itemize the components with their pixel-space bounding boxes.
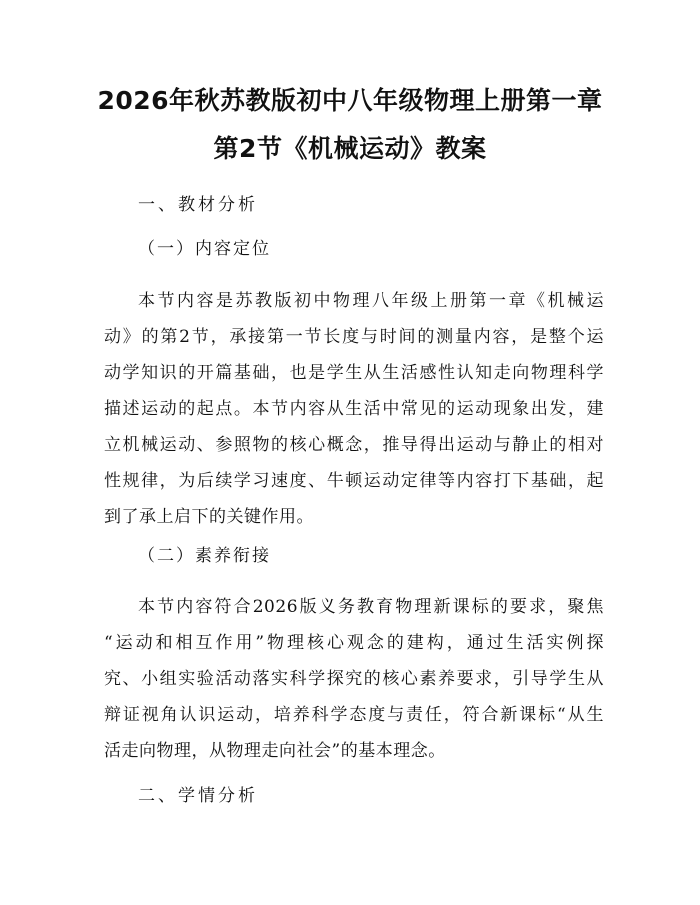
paragraph-line: 本节内容是苏教版初中物理八年级上册第一章《机械运 — [138, 291, 604, 311]
paragraph-line: 性规律，为后续学习速度、牛顿运动定律等内容打下基础，起 — [104, 471, 604, 491]
paragraph-line: 本节内容符合2026版义务教育物理新课标的要求，聚焦 — [138, 597, 604, 617]
paragraph-line: 动》的第2节，承接第一节长度与时间的测量内容，是整个运 — [104, 327, 604, 347]
document-title-line-2: 第2节《机械运动》教案 — [213, 134, 487, 163]
subheading-content-positioning: （一）内容定位 — [138, 239, 271, 259]
document-title-line-1: 2026年秋苏教版初中八年级物理上册第一章 — [97, 86, 603, 115]
paragraph-line: 到了承上启下的关键作用。 — [104, 507, 314, 527]
section-heading-textbook-analysis: 一、教材分析 — [138, 195, 258, 215]
paragraph-line: “运动和相互作用”物理核心观念的建构，通过生活实例探 — [104, 633, 604, 653]
paragraph-content-positioning — [104, 283, 604, 535]
paragraph-literacy-connection — [104, 589, 604, 769]
paragraph-line: 究、小组实验活动落实科学探究的核心素养要求，引导学生从 — [104, 669, 604, 689]
paragraph-line: 活走向物理，从物理走向社会”的基本理念。 — [104, 741, 446, 761]
paragraph-line: 动学知识的开篇基础，也是学生从生活感性认知走向物理科学 — [104, 363, 604, 383]
section-heading-learner-analysis: 二、学情分析 — [138, 786, 258, 806]
paragraph-line: 立机械运动、参照物的核心概念，推导得出运动与静止的相对 — [104, 435, 604, 455]
subheading-literacy-connection: （二）素养衔接 — [138, 546, 271, 566]
paragraph-line: 描述运动的起点。本节内容从生活中常见的运动现象出发，建 — [104, 399, 604, 419]
paragraph-line: 辩证视角认识运动，培养科学态度与责任，符合新课标“从生 — [104, 705, 604, 725]
